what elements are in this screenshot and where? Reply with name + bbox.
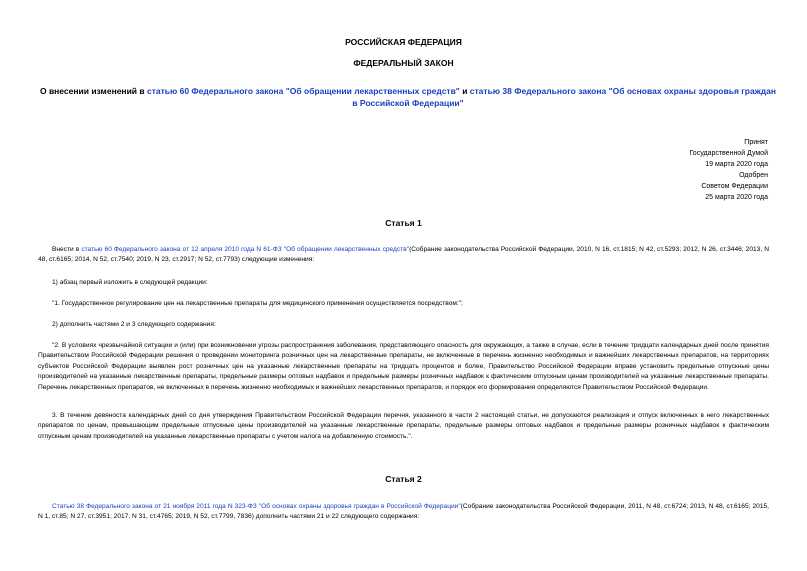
- adoption-line-4: Одобрен: [739, 172, 768, 179]
- adoption-line-3: 19 марта 2020 года: [705, 161, 768, 168]
- title-middle: и: [459, 86, 470, 96]
- article-1-intro-link[interactable]: статью 60 Федерального закона от 12 апреля 2010 года N 61-ФЗ "Об обращении лекарственных средств": [81, 246, 410, 253]
- article-1-intro: [38, 245, 769, 266]
- adoption-block: [568, 137, 768, 203]
- country-heading: РОССИЙСКАЯ ФЕДЕРАЦИЯ: [345, 37, 462, 47]
- title-link-article-38[interactable]: статью 38 Федерального закона "Об основах охраны здоровья граждан в Российской Федерации": [352, 86, 777, 108]
- article-2-intro: [38, 502, 769, 523]
- law-type-heading: ФЕДЕРАЛЬНЫЙ ЗАКОН: [353, 58, 454, 68]
- article-2-heading: Статья 2: [385, 474, 422, 484]
- adoption-line-1: Принят: [744, 139, 768, 146]
- adoption-line-5: Советом Федерации: [701, 183, 768, 190]
- article-1-item-1: 1) абзац первый изложить в следующей редакции:: [52, 279, 208, 286]
- article-1-intro-prefix: Внести в: [52, 246, 82, 253]
- article-1-heading: Статья 1: [385, 218, 422, 228]
- article-1-item-2: 2) дополнить частями 2 и 3 следующего содержания:: [52, 321, 216, 328]
- article-2-intro-link[interactable]: Статью 38 Федерального закона от 21 ноября 2011 года N 323-ФЗ "Об основах охраны здоровья граждан в Российской Федерации": [52, 503, 461, 510]
- title-prefix: О внесении изменений в: [39, 86, 147, 96]
- article-1-intro-rest: (Собрание законодательства Российской Федерации, 2010, N 16, ст.1815; N 42, ст.5293; 2012, N 26, ст.3446; 2013, N 48, ст.6165; 2014, N 52, ст.7540; 2019, N 23, ст.2917; N 52, ст.7793) следующие изменения:: [38, 246, 769, 264]
- article-2-intro-rest: (Собрание законодательства Российской Федерации, 2011, N 48, ст.6724; 2013, N 48, ст.6165; 2015, N 1, ст.85; N 27, ст.3951; 2017, N 31, ст.4765; 2019, N 52, ст.7799, 7836) дополнить частями 21 и 22 следующего содержания:: [38, 503, 769, 521]
- article-1-part-2: "2. В условиях чрезвычайной ситуации и (или) при возникновении угрозы распространения заболевания, представляющего опасность для окружающих, а также в случае, если в течение тридцати календарных дней после принятия Правительством Российской Федерации решения о проведении мониторинга розничных цен на лекарственные препараты, не включенные в перечень жизненно необходимых и важнейших лекарственных препаратов, на территориях субъектов Российской Федерации выявлен рост розничных цен на указанные лекарственные препараты на тридцать процентов и более, Правительство Российской Федерации вправе установить предельные отпускные цены производителей на указанные лекарственные препараты, предельные размеры оптовых надбавок и предельные размеры розничных надбавок к фактическим отпускным ценам производителей на указанные лекарственные препараты. Перечень лекарственных препаратов, не включенных в перечень жизненно необходимых и важнейших лекарственных препаратов, и порядок его формирования определяются Правительством Российской Федерации.: [38, 342, 769, 391]
- adoption-line-2: Государственной Думой: [689, 150, 768, 157]
- article-1-part-3: 3. В течение девяноста календарных дней со дня утверждения Правительством Российской Федерации перечня, указанного в части 2 настоящей статьи, не допускаются реализация и отпуск включенных в него лекарственных препаратов по ценам, превышающим предельные отпускные цены производителей на указанные лекарственные препараты, предельные размеры оптовых надбавок и предельные размеры розничных надбавок к фактическим отпускным ценам производителей на указанные лекарственные препараты с учетом налога на добавленную стоимость.".: [38, 412, 769, 440]
- title-link-article-60[interactable]: статью 60 Федерального закона "Об обращении лекарственных средств": [146, 86, 460, 96]
- law-title: [38, 85, 778, 109]
- article-1-quote-1: "1. Государственное регулирование цен на лекарственные препараты для медицинского применения осуществляется посредством:";: [52, 300, 463, 307]
- adoption-line-6: 25 марта 2020 года: [705, 194, 768, 201]
